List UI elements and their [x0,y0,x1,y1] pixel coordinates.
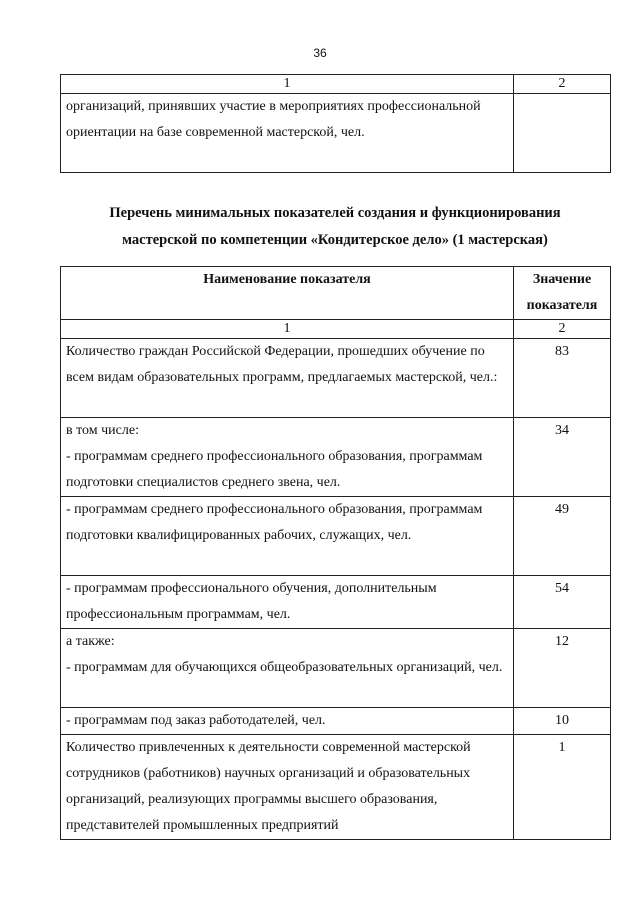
row-text: в том числе: - программам среднего профессионального образования, программам подготовки специалистов среднего звена, чел. [61,418,514,497]
header-value: Значение показателя [514,267,611,320]
section-heading [60,200,610,254]
table-row [61,418,611,497]
row-text: организаций, принявших участие в мероприятиях профессиональной ориентации на базе современной мастерской, чел. [61,94,514,173]
table-row [61,629,611,708]
header-name: Наименование показателя [61,267,514,320]
heading-line-2: мастерской по компетенции «Кондитерское дело» (1 мастерская) [122,232,548,248]
row-text: - программам под заказ работодателей, чел. [61,708,514,735]
table-row [61,94,611,173]
row-value: 1 [514,735,611,840]
row-value: 10 [514,708,611,735]
row-value [514,94,611,173]
table-index-row [61,320,611,339]
column-index-2: 2 [514,75,611,94]
row-value: 49 [514,497,611,576]
continuation-table [60,74,611,173]
indicators-table [60,266,611,840]
row-text: Количество привлеченных к деятельности современной мастерской сотрудников (работников) научных организаций и образовательных организаций, реализующих программы высшего образования, представителей промышленных предприятий [61,735,514,840]
table-row [61,497,611,576]
column-index-2: 2 [514,320,611,339]
table-row [61,735,611,840]
column-index-1: 1 [61,75,514,94]
row-value: 54 [514,576,611,629]
row-value: 34 [514,418,611,497]
table-row [61,339,611,418]
table-row [61,576,611,629]
row-value: 12 [514,629,611,708]
table-index-row [61,75,611,94]
row-text: Количество граждан Российской Федерации, прошедших обучение по всем видам образовательных программ, предлагаемых мастерской, чел.: [61,339,514,418]
row-text: - программам профессионального обучения, дополнительным профессиональным программам, чел. [61,576,514,629]
table-header-row [61,267,611,320]
table-row [61,708,611,735]
row-text: - программам среднего профессионального образования, программам подготовки квалифицированных рабочих, служащих, чел. [61,497,514,576]
row-value: 83 [514,339,611,418]
heading-line-1: Перечень минимальных показателей создания и функционирования [109,205,561,221]
column-index-1: 1 [61,320,514,339]
row-text: а также: - программам для обучающихся общеобразовательных организаций, чел. [61,629,514,708]
page-number: 36 [313,46,327,60]
